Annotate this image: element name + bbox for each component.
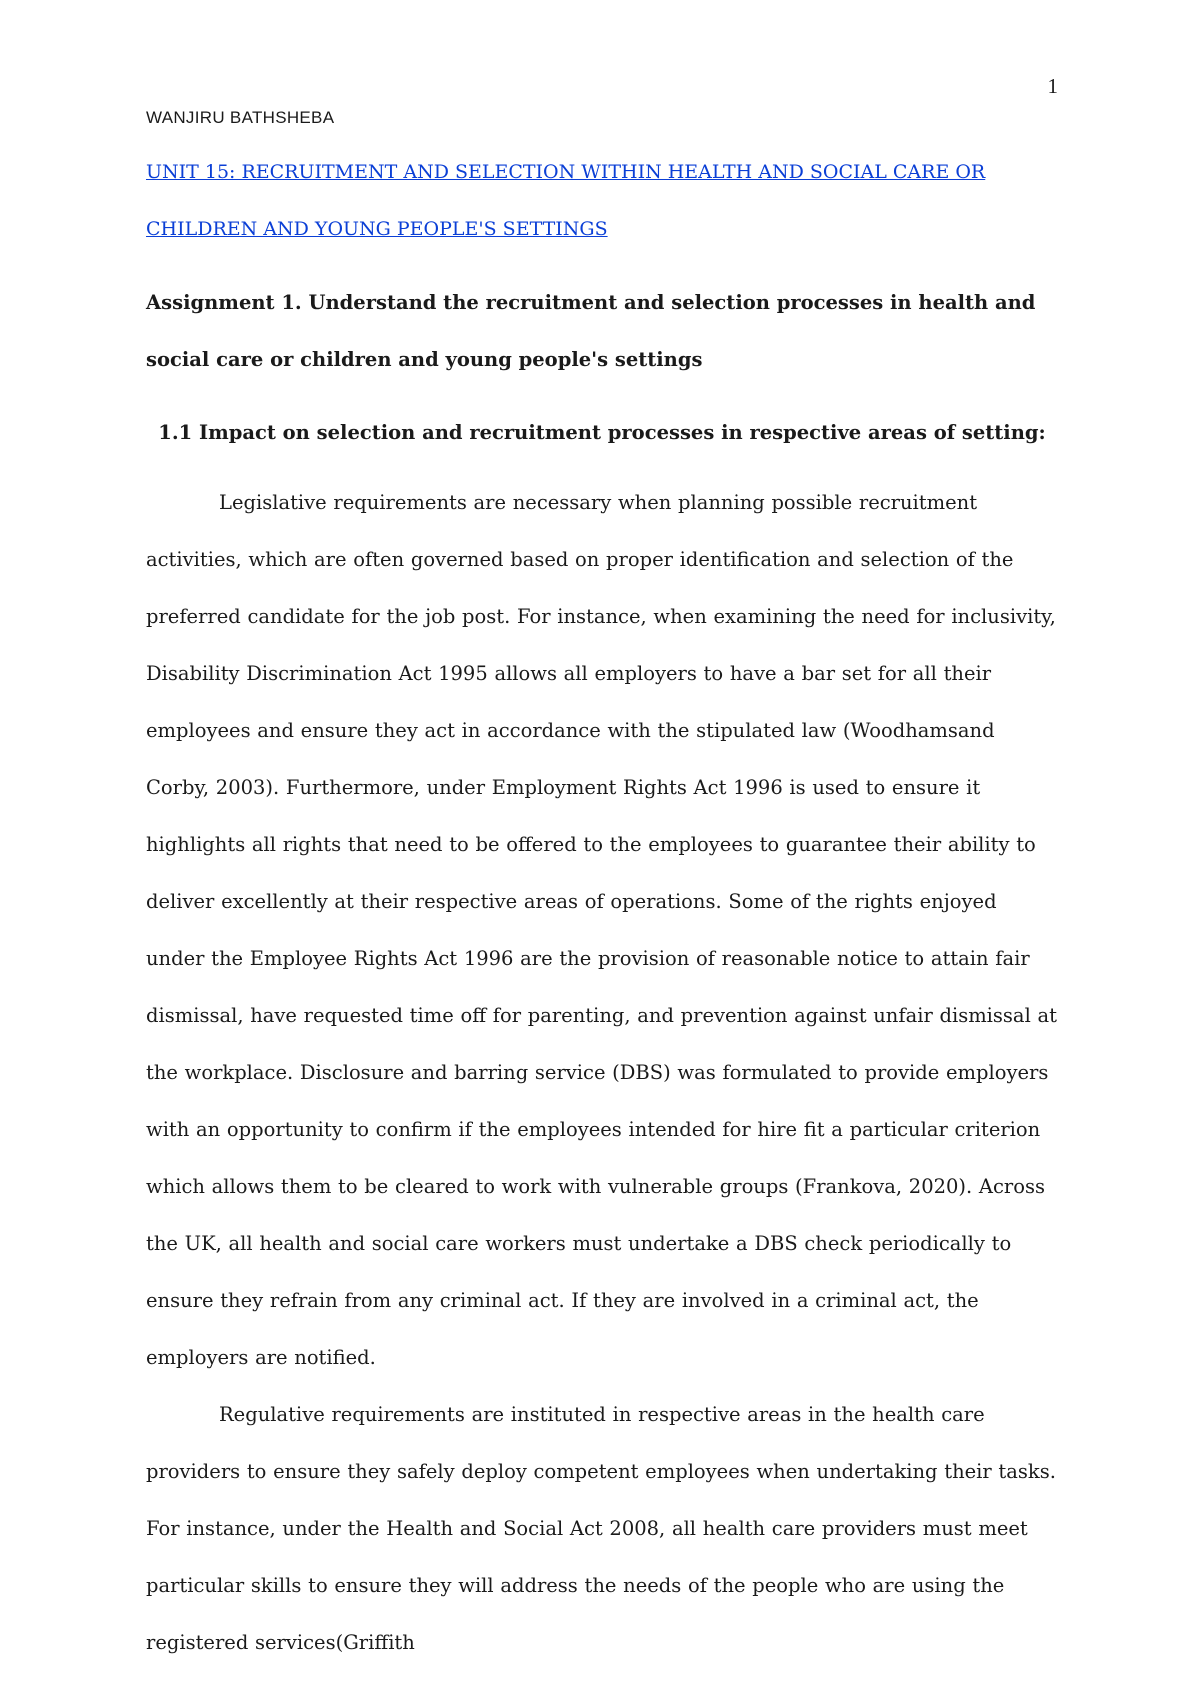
section-heading: 1.1 Impact on selection and recruitment processes in respective areas of setting: <box>158 421 1046 444</box>
document-body <box>146 144 1058 1671</box>
body-paragraph-2: Regulative requirements are instituted in respective areas in the health care providers to ensure they safely deploy competent employees when undertaking their tasks. For instance, under the Health and Social Act 2008, all health care providers must meet particular skills to ensure they will address the needs of the people who are using the registered services(Griffith <box>146 1403 1056 1654</box>
document-title[interactable]: UNIT 15: RECRUITMENT AND SELECTION WITHIN HEALTH AND SOCIAL CARE OR CHILDREN AND YOUNG PEOPLE'S SETTINGS <box>146 161 986 240</box>
author-name: WANJIRU BATHSHEBA <box>146 108 335 127</box>
body-paragraph-1: Legislative requirements are necessary when planning possible recruitment activities, which are often governed based on proper identification and selection of the preferred candidate for the job post. For instance, when examining the need for inclusivity, Disability Discrimination Act 1995 allows all employers to have a bar set for all their employees and ensure they act in accordance with the stipulated law (Woodhamsand Corby, 2003). Furthermore, under Employment Rights Act 1996 is used to ensure it highlights all rights that need to be offered to the employees to guarantee their ability to deliver excellently at their respective areas of operations. Some of the rights enjoyed under the Employee Rights Act 1996 are the provision of reasonable notice to attain fair dismissal, have requested time off for parenting, and prevention against unfair dismissal at the workplace. Disclosure and barring service (DBS) was formulated to provide employers with an opportunity to confirm if the employees intended for hire fit a particular criterion which allows them to be cleared to work with vulnerable groups (Frankova, 2020). Across the UK, all health and social care workers must undertake a DBS check periodically to ensure they refrain from any criminal act. If they are involved in a criminal act, the employers are notified. <box>146 491 1057 1369</box>
page-number: 1 <box>1047 74 1058 98</box>
assignment-heading: Assignment 1. Understand the recruitment and selection processes in health and social care or children and young people's settings <box>146 291 1036 371</box>
